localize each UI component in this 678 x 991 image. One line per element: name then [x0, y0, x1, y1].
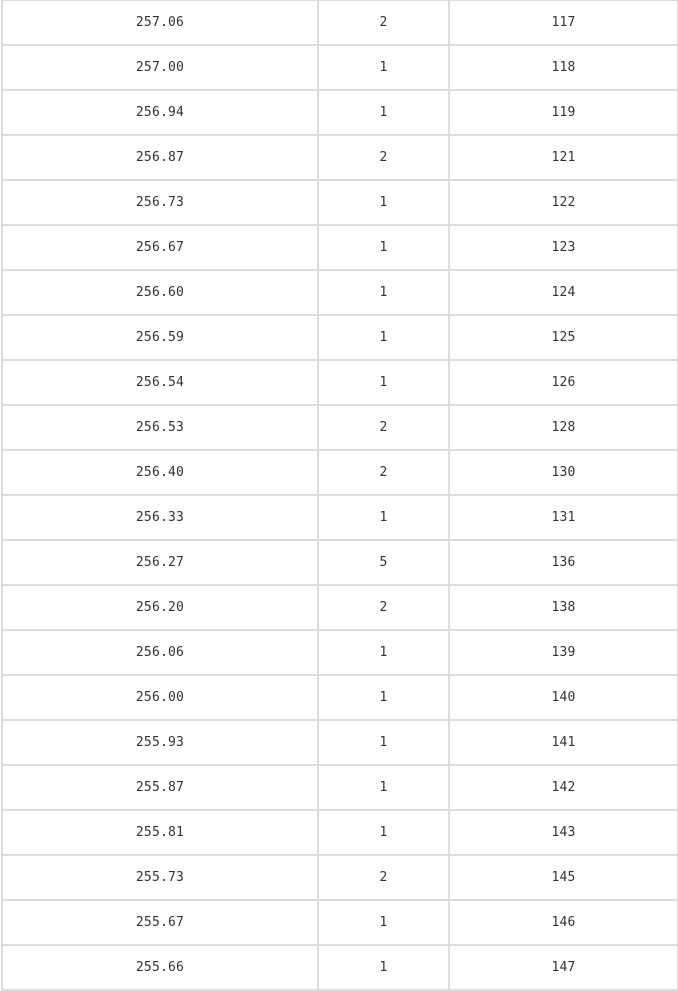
score-cell: 256.54	[2, 360, 318, 405]
table-row	[2, 450, 678, 495]
score-table	[1, 0, 678, 991]
count-cell: 2	[318, 450, 449, 495]
table-row	[2, 765, 678, 810]
table-row	[2, 855, 678, 900]
score-table-body	[2, 1, 678, 991]
rank-cell: 124	[449, 270, 678, 315]
count-cell: 2	[318, 1, 449, 46]
rank-cell: 143	[449, 810, 678, 855]
score-cell: 256.67	[2, 225, 318, 270]
score-cell: 256.00	[2, 675, 318, 720]
rank-cell: 130	[449, 450, 678, 495]
score-cell: 255.81	[2, 810, 318, 855]
count-cell: 1	[318, 900, 449, 945]
score-cell: 256.20	[2, 585, 318, 630]
score-cell: 255.73	[2, 855, 318, 900]
rank-cell: 119	[449, 90, 678, 135]
count-cell: 1	[318, 225, 449, 270]
count-cell: 1	[318, 720, 449, 765]
table-row	[2, 225, 678, 270]
table-row	[2, 495, 678, 540]
score-cell: 255.93	[2, 720, 318, 765]
rank-cell: 125	[449, 315, 678, 360]
table-row	[2, 675, 678, 720]
rank-cell: 142	[449, 765, 678, 810]
count-cell: 1	[318, 360, 449, 405]
count-cell: 2	[318, 585, 449, 630]
score-cell: 256.60	[2, 270, 318, 315]
rank-cell: 136	[449, 540, 678, 585]
table-row	[2, 135, 678, 180]
rank-cell: 139	[449, 630, 678, 675]
rank-cell: 146	[449, 900, 678, 945]
table-row	[2, 900, 678, 945]
rank-cell: 117	[449, 1, 678, 46]
table-row	[2, 315, 678, 360]
rank-cell: 145	[449, 855, 678, 900]
rank-cell: 128	[449, 405, 678, 450]
rank-cell: 138	[449, 585, 678, 630]
count-cell: 1	[318, 270, 449, 315]
score-cell: 255.67	[2, 900, 318, 945]
count-cell: 1	[318, 45, 449, 90]
rank-cell: 131	[449, 495, 678, 540]
score-cell: 257.00	[2, 45, 318, 90]
count-cell: 2	[318, 135, 449, 180]
count-cell: 2	[318, 405, 449, 450]
score-cell: 256.33	[2, 495, 318, 540]
score-cell: 255.87	[2, 765, 318, 810]
count-cell: 1	[318, 180, 449, 225]
score-cell: 256.53	[2, 405, 318, 450]
table-row	[2, 180, 678, 225]
count-cell: 5	[318, 540, 449, 585]
table-row	[2, 90, 678, 135]
table-row	[2, 270, 678, 315]
score-cell: 256.94	[2, 90, 318, 135]
count-cell: 2	[318, 855, 449, 900]
score-cell: 256.87	[2, 135, 318, 180]
count-cell: 1	[318, 945, 449, 990]
table-row	[2, 405, 678, 450]
table-row	[2, 810, 678, 855]
rank-cell: 126	[449, 360, 678, 405]
table-row	[2, 360, 678, 405]
rank-cell: 123	[449, 225, 678, 270]
table-row	[2, 630, 678, 675]
table-row	[2, 540, 678, 585]
score-cell: 256.27	[2, 540, 318, 585]
count-cell: 1	[318, 675, 449, 720]
count-cell: 1	[318, 90, 449, 135]
score-cell: 255.66	[2, 945, 318, 990]
count-cell: 1	[318, 765, 449, 810]
count-cell: 1	[318, 810, 449, 855]
score-cell: 256.73	[2, 180, 318, 225]
rank-cell: 141	[449, 720, 678, 765]
table-row	[2, 45, 678, 90]
count-cell: 1	[318, 495, 449, 540]
table-row	[2, 720, 678, 765]
score-cell: 256.40	[2, 450, 318, 495]
table-row	[2, 1, 678, 46]
table-row	[2, 945, 678, 990]
score-cell: 256.59	[2, 315, 318, 360]
count-cell: 1	[318, 315, 449, 360]
count-cell: 1	[318, 630, 449, 675]
score-cell: 257.06	[2, 1, 318, 46]
rank-cell: 122	[449, 180, 678, 225]
rank-cell: 118	[449, 45, 678, 90]
table-row	[2, 585, 678, 630]
rank-cell: 121	[449, 135, 678, 180]
score-cell: 256.06	[2, 630, 318, 675]
rank-cell: 140	[449, 675, 678, 720]
rank-cell: 147	[449, 945, 678, 990]
